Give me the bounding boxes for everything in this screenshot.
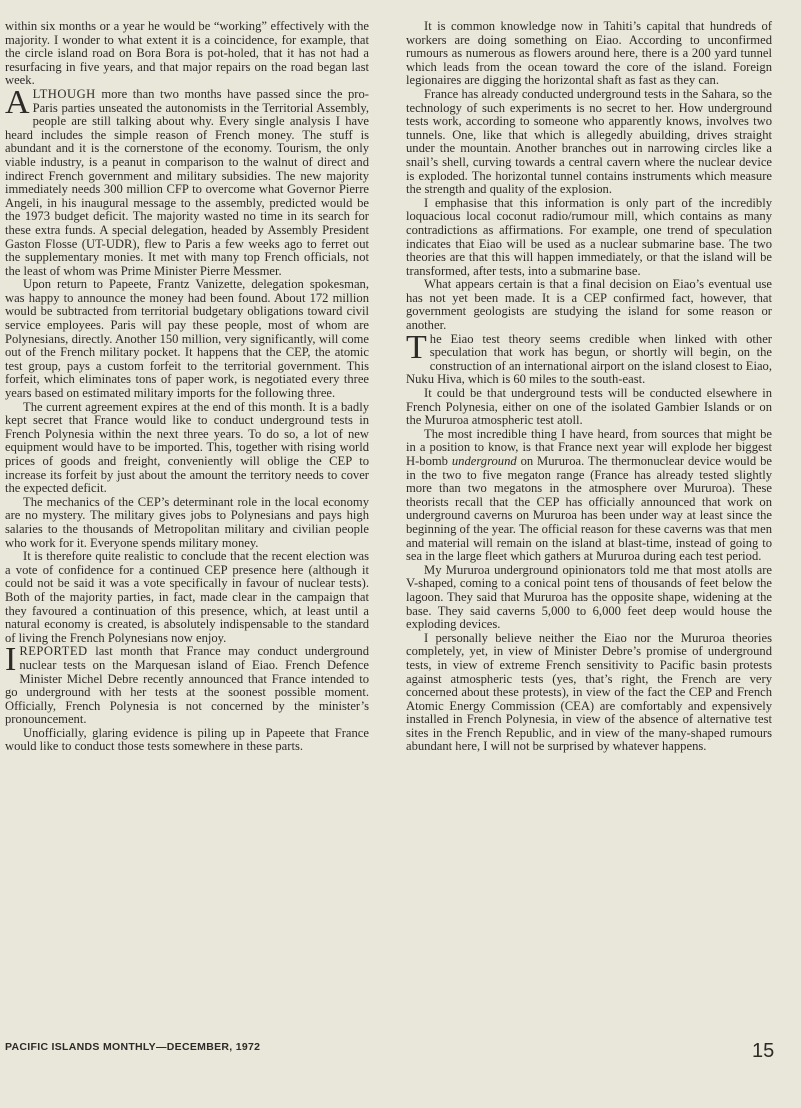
drop-cap: I: [5, 641, 17, 679]
paragraph-text: more than two months have passed since the pro-Paris parties unseated the autonomists in the Territorial Assembly, people are still talking about why. Every single analysis I have heard includes the simple reason of French money. The stuff is abundant and it is the cornerstone of the economy. Tourism, the only viable industry, is a peanut in comparison to the walnut of direct and indirect French government and military subsidies. The new majority immediately needs 300 million CFP to overcome what Governor Pierre Angeli, in his inaugural message to the assembly, predicted would be the 1973 budget deficit. The majority wasted no time in its search for these extra funds. A special delegation, headed by Assembly President Gaston Flosse (UT-UDR), flew to Paris a few weeks ago to ferret out the supplementary monies. It met with many top French officials, not the least of whom was Prime Minister Pierre Messmer.: [5, 86, 369, 278]
paragraph: What appears certain is that a final decision on Eiao’s eventual use has not yet been made. It is a CEP confirmed fact, however, that government geologists are studying the island for some reason or another.: [406, 277, 772, 333]
paragraph-text: on Mururoa. The thermonuclear device would be in the two to five megaton range (France has already tested slightly more than two megatons in the atmosphere over Mururoa). These theorists recall that the CEP has officially announced that work on underground caverns on Mururoa has been under way at least since the beginning of the year. The official reason for these caverns was that men and material will remain on the island at blast-time, instead of going to sea in the large fleet which gathers at Mururoa during each test period.: [406, 454, 772, 564]
paragraph-text: last month that France may conduct underground nuclear tests on the Marquesan island of Eiao. French Defence Minister Michel Debre recently announced that France intended to go underground with her tests at the soonest possible moment. Officially, French Polynesia is not concerned by the minister’s pronouncement.: [5, 644, 369, 727]
paragraph: I personally believe neither the Eiao nor the Mururoa theories completely, yet, in view of Minister Debre’s promise of underground tests, in view of extreme French sensitivity to Pacific basin protests against atmospheric tests (yes, that’s right, the French are very concerned about these protests), in view of the fact the CEP and French Atomic Energy Commission (CEA) are comfortably and expensively installed in French Polynesia, in view of the absence of alternative test sites in the French Republic, and in view of the many-shaped rumours abundant here, I will not be surprised by whatever happens.: [406, 630, 772, 754]
emphasis-text: underground: [451, 454, 517, 468]
left-column: [5, 20, 369, 754]
paragraph-text: he Eiao test theory seems credible when linked with other speculation that work has begun, or shortly will begin, on the construction of an international airport on the island closest to Eiao, Nuku Hiva, which is 60 miles to the south-east.: [406, 331, 772, 387]
paragraph: The current agreement expires at the end of this month. It is a badly kept secret that France would like to conduct underground tests in French Polynesia within the next three years. To do so, a lot of new equipment would have to be imported. This, together with rising world prices of goods and freight, conveniently will oblige the CEP to increase its forfeit by just about the amount the territory needs to cover the expected deficit.: [5, 399, 369, 496]
paragraph: It could be that underground tests will be conducted elsewhere in French Polynesia, either on one of the isolated Gambier Islands or on the Mururoa atmospheric test atoll.: [406, 386, 772, 428]
paragraph: Unofficially, glaring evidence is piling up in Papeete that France would like to conduct those tests somewhere in these parts.: [5, 725, 369, 754]
paragraph: I emphasise that this information is only part of the incredibly loquacious local coconut radio/rumour mill, which contains as many contradictions as affirmations. For example, one trend of speculation indicates that Eiao will be used as a nuclear submarine base. The two theories are that this will happen immediately, or that the island will be transformed, after tests, into a submarine base.: [406, 195, 772, 278]
publication-footer: PACIFIC ISLANDS MONTHLY—DECEMBER, 1972: [5, 1041, 261, 1053]
paragraph: France has already conducted underground tests in the Sahara, so the technology of such experiments is no secret to her. How underground tests work, according to someone who apparently knows, involves two tunnels. One, like that which is allegedly abuilding, drives straight under the mountain. Another branches out in narrowing circles like a snail’s shell, curving towards a central cavern where the nuclear device is exploded. The horizontal tunnel contains instruments which measure the strength and quality of the explosion.: [406, 86, 772, 197]
paragraph: Upon return to Papeete, Frantz Vanizette, delegation spokesman, was happy to announce the money had been found. About 172 million would be subtracted from territorial budgetary obligations toward civil service employees. Paris will pay these people, most of whom are Polynesians, directly. Another 150 million, very significantly, will come out of the French military pocket. It happens that the CEP, the atomic test group, pays a custom forfeit to the territorial government. This forfeit, which eliminates tons of paper work, is negotiated every three years based on estimated military imports for the following three.: [5, 277, 369, 401]
lead-caps: REPORTED: [19, 644, 88, 659]
lead-caps: LTHOUGH: [32, 86, 96, 101]
paragraph: [406, 428, 772, 564]
page-number: 15: [752, 1040, 775, 1062]
paragraph-text: The most incredible thing I have heard, from sources that might be in a position to know, is that France next year will explode her biggest H-bomb: [406, 426, 772, 468]
drop-cap: T: [406, 328, 427, 366]
paragraph: The mechanics of the CEP’s determinant role in the local economy are no mystery. The military gives jobs to Polynesians and pays high salaries to the thousands of Metropolitan military and civilian people who work for it. Everyone spends military money.: [5, 494, 369, 550]
section-lead-paragraph: [5, 641, 369, 727]
paragraph: My Mururoa underground opinionators told me that most atolls are V-shaped, coming to a conical point tens of thousands of feet below the lagoon. They said that Mururoa has the opposite shape, widening at the base. They said caverns 5,000 to 6,000 feet deep would house the exploding devices.: [406, 562, 772, 632]
paragraph: It is common knowledge now in Tahiti’s capital that hundreds of workers are doing something on Eiao. According to unconfirmed rumours as numerous as flowers around here, there is a 200 yard tunnel which leads from the ocean toward the core of the island. Foreign legionaires are digging the horizontal shaft as fast as they can.: [406, 19, 772, 88]
paragraph: within six months or a year he would be “working” effectively with the majority. I wonder to what extent it is a coincidence, for example, that the circle island road on Bora Bora is pot-holed, that it has not had a resurfacing in five years, and that major repairs on the road began last week.: [5, 19, 369, 88]
drop-cap: A: [5, 83, 30, 121]
section-lead-paragraph: [406, 328, 772, 387]
paragraph: It is therefore quite realistic to conclude that the recent election was a vote of confidence for a continued CEP presence here (although it could not be said it was a vote specifically in favour of nuclear tests). Both of the majority parties, in fact, made clear in the campaign that they favoured a continuation of this presence, which, at least until a natural economy is created, is absolutely indispensable to the standard of living the French Polynesians now enjoy.: [5, 549, 369, 645]
section-lead-paragraph: [5, 83, 369, 278]
right-column: [406, 20, 772, 754]
